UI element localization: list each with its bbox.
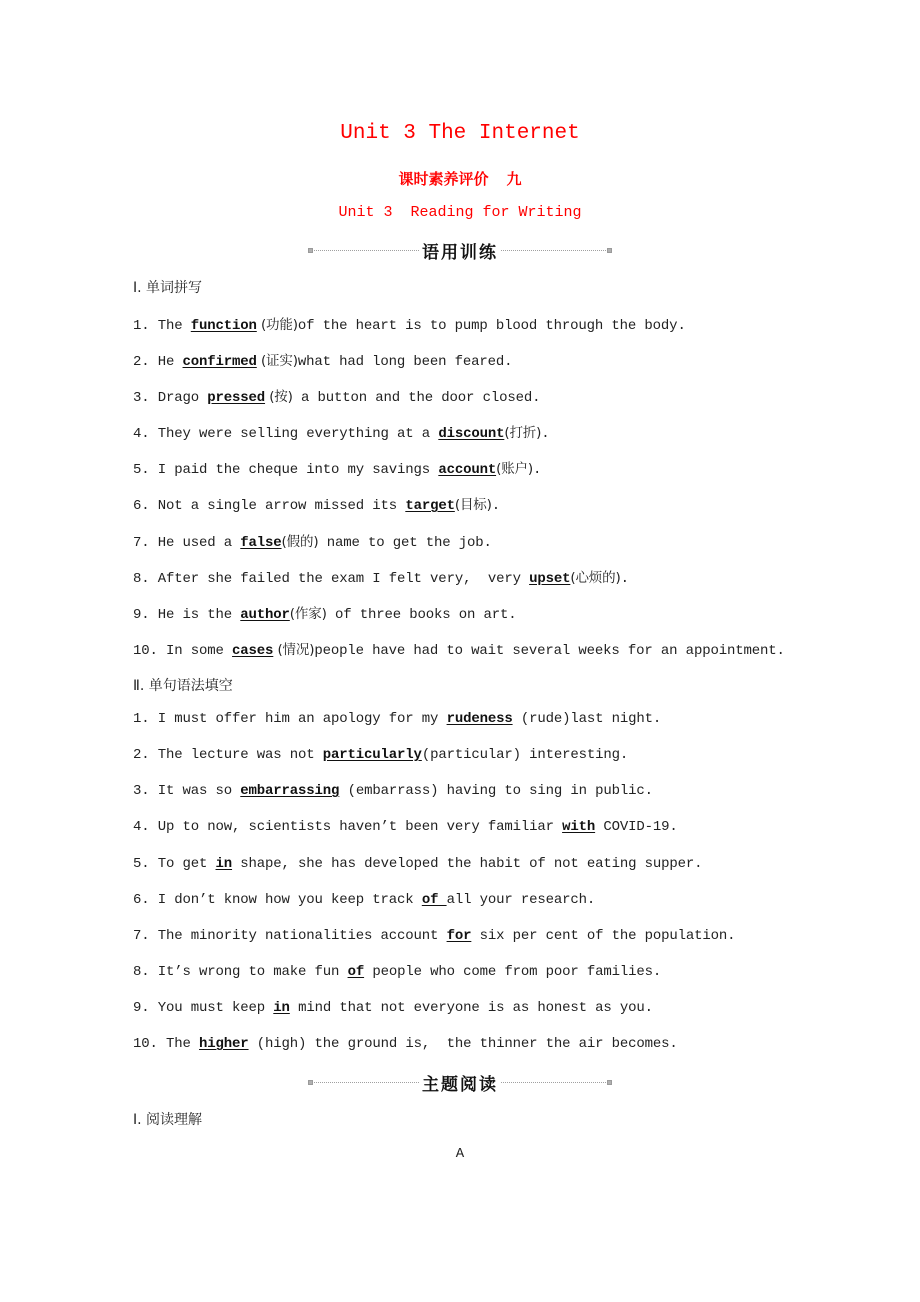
item-text-post: COVID-19.	[595, 819, 678, 835]
divider-cap-left-icon	[308, 1080, 313, 1085]
page-title: Unit 3 The Internet	[340, 122, 580, 145]
list-item	[133, 602, 517, 623]
item-text-pre: Up to now, scientists haven’t been very familiar	[157, 819, 563, 835]
divider-line-right	[501, 250, 606, 251]
answer-word: in	[215, 856, 233, 872]
list-item	[133, 1000, 653, 1016]
divider-line-left	[314, 1082, 419, 1083]
answer-word: of	[347, 964, 365, 980]
item-text-post: of three books on art.	[326, 607, 517, 623]
list-item	[133, 349, 512, 370]
item-number: 5.	[133, 462, 158, 478]
item-text-pre: He is the	[157, 607, 241, 623]
item-text-post: all your research.	[446, 892, 596, 908]
section-divider-language-training	[308, 239, 612, 261]
item-hint: (作家)	[289, 606, 327, 622]
item-number: 9.	[133, 1000, 158, 1016]
list-item	[133, 856, 702, 872]
list-item	[133, 819, 678, 835]
item-number: 7.	[133, 928, 158, 944]
item-text-pre: The	[157, 318, 191, 334]
answer-word: in	[273, 1000, 290, 1016]
item-number: 4.	[133, 819, 158, 835]
item-number: 3.	[133, 390, 158, 406]
item-text-pre: Drago	[157, 390, 208, 406]
item-number: 1.	[133, 318, 158, 334]
list-item	[133, 892, 595, 908]
item-text-pre: They were selling everything at a	[157, 426, 439, 442]
item-hint: (假的)	[281, 534, 319, 550]
item-text-pre: It’s wrong to make fun	[157, 964, 348, 980]
item-text-pre: The	[166, 1036, 200, 1052]
item-text-post: shape, she has developed the habit of not eating supper.	[232, 856, 703, 872]
divider-cap-right-icon	[607, 248, 612, 253]
item-text-post: .	[541, 426, 550, 442]
item-number: 9.	[133, 607, 158, 623]
item-text-pre: Not a single arrow missed its	[157, 498, 406, 514]
item-text-post: (embarrass) having to sing in public.	[339, 783, 653, 799]
item-hint: (情况)	[273, 642, 315, 658]
answer-word: higher	[199, 1036, 249, 1052]
list-item	[133, 457, 541, 478]
list-item	[133, 747, 628, 763]
item-number: 2.	[133, 354, 158, 370]
answer-word: rudeness	[446, 711, 513, 727]
item-hint: (账户)	[496, 461, 534, 477]
item-text-pre: The lecture was not	[157, 747, 323, 763]
list-item	[133, 313, 686, 334]
list-item	[133, 530, 492, 551]
divider-line-right	[501, 1082, 606, 1083]
item-text-post: .	[620, 571, 629, 587]
divider-label: 主题阅读	[422, 1074, 498, 1095]
list-item	[133, 783, 653, 799]
answer-word: discount	[438, 426, 505, 442]
item-number: 1.	[133, 711, 158, 727]
item-text-post: what had long been feared.	[297, 354, 513, 370]
list-item	[133, 928, 735, 944]
item-text-pre: You must keep	[157, 1000, 274, 1016]
list-item	[133, 566, 629, 587]
divider-cap-right-icon	[607, 1080, 612, 1085]
list-item	[133, 711, 661, 727]
item-text-post: (high) the ground is, the thinner the air becomes.	[248, 1036, 678, 1052]
item-number: 10.	[133, 643, 167, 659]
item-text-post: a button and the door closed.	[292, 390, 541, 406]
item-number: 10.	[133, 1036, 167, 1052]
answer-word: cases	[232, 643, 274, 659]
answer-word: function	[190, 318, 257, 334]
list-item	[133, 421, 550, 442]
item-number: 3.	[133, 783, 158, 799]
item-text-pre: I must offer him an apology for my	[157, 711, 447, 727]
answer-word: with	[562, 819, 596, 835]
item-text-post: six per cent of the population.	[471, 928, 736, 944]
item-number: 2.	[133, 747, 158, 763]
item-text-post: name to get the job.	[318, 535, 492, 551]
answer-word: embarrassing	[240, 783, 340, 799]
lesson-subtitle-en: Unit 3 Reading for Writing	[338, 204, 582, 221]
item-number: 8.	[133, 964, 158, 980]
divider-cap-left-icon	[308, 248, 313, 253]
item-number: 8.	[133, 571, 158, 587]
item-hint: (证实)	[256, 353, 298, 369]
answer-word: for	[446, 928, 472, 944]
divider-line-left	[314, 250, 419, 251]
item-text-post: (rude)last night.	[512, 711, 662, 727]
section-heading-grammar-fill: Ⅱ. 单句语法填空	[133, 678, 233, 694]
list-item	[133, 638, 785, 659]
section-heading-reading-comprehension: Ⅰ. 阅读理解	[133, 1112, 203, 1128]
answer-word: of	[421, 892, 447, 908]
item-number: 5.	[133, 856, 158, 872]
divider-label: 语用训练	[422, 242, 498, 263]
item-hint: (功能)	[256, 317, 298, 333]
item-text-pre: In some	[166, 643, 233, 659]
answer-word: account	[438, 462, 497, 478]
answer-word: particularly	[322, 747, 422, 763]
answer-word: target	[405, 498, 455, 514]
item-text-pre: The minority nationalities account	[157, 928, 447, 944]
item-text-post: people who come from poor families.	[364, 964, 662, 980]
answer-word: confirmed	[182, 354, 257, 370]
list-item	[133, 964, 661, 980]
item-number: 4.	[133, 426, 158, 442]
answer-word: upset	[529, 571, 571, 587]
item-number: 6.	[133, 892, 158, 908]
item-text-pre: It was so	[157, 783, 241, 799]
item-text-post: (particular) interesting.	[421, 747, 629, 763]
section-divider-theme-reading	[308, 1071, 612, 1093]
item-number: 6.	[133, 498, 158, 514]
answer-word: false	[240, 535, 282, 551]
item-text-pre: He used a	[157, 535, 241, 551]
lesson-number: 九	[506, 170, 522, 188]
section-heading-word-spelling: Ⅰ. 单词拼写	[133, 280, 203, 296]
item-text-post: .	[491, 498, 501, 514]
list-item	[133, 1036, 678, 1052]
item-text-pre: I don’t know how you keep track	[157, 892, 422, 908]
item-text-post: .	[533, 462, 542, 478]
answer-word: pressed	[207, 390, 266, 406]
item-text-post: mind that not everyone is as honest as you.	[289, 1000, 653, 1016]
item-hint: (心烦的)	[570, 570, 621, 586]
item-text-post: people have had to wait several weeks for an appointment.	[314, 643, 785, 659]
list-item	[133, 493, 500, 514]
item-text-pre: He	[157, 354, 183, 370]
item-hint: (目标)	[454, 497, 492, 513]
item-text-pre: After she failed the exam I felt very, very	[157, 571, 530, 587]
item-number: 7.	[133, 535, 158, 551]
item-hint: (按)	[265, 389, 293, 405]
answer-word: author	[240, 607, 290, 623]
item-text-pre: To get	[157, 856, 216, 872]
item-text-post: of the heart is to pump blood through the body.	[297, 318, 686, 334]
lesson-evaluation-label: 课时素养评价	[398, 170, 489, 188]
item-hint: (打折)	[504, 425, 542, 441]
list-item	[133, 385, 540, 406]
lesson-subtitle-cn	[0, 168, 920, 189]
passage-label: A	[455, 1146, 465, 1162]
item-text-pre: I paid the cheque into my savings	[157, 462, 439, 478]
